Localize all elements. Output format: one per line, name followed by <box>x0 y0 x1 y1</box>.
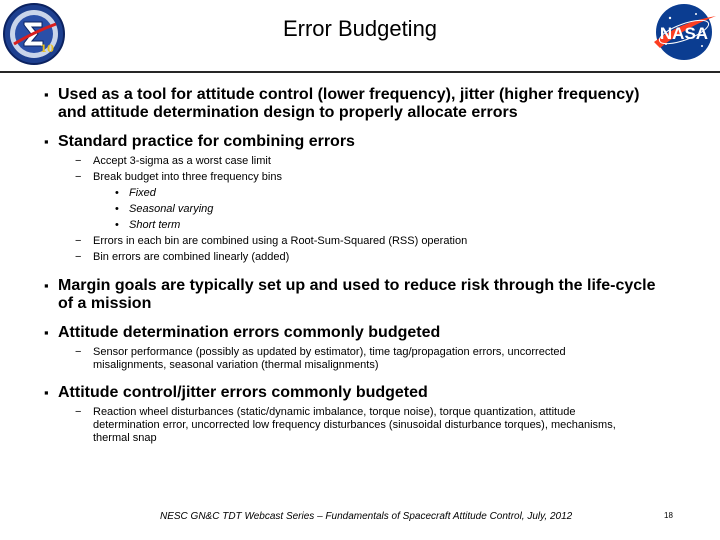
bullet-text: Attitude control/jitter errors commonly budgeted <box>58 384 428 401</box>
sub-bullet-item <box>44 235 664 248</box>
sub-sub-bullet-item <box>44 217 664 233</box>
sub-sub-bullet-item <box>44 201 664 217</box>
bullet-text: Margin goals are typically set up and used to reduce risk through the life-cycle of a mission <box>58 277 656 312</box>
sub-bullet-item <box>44 251 664 264</box>
bullet-square-icon: ▪ <box>44 278 49 293</box>
sub-sub-bullet-text: Short term <box>129 219 181 231</box>
sub-sub-bullet-item <box>44 185 664 201</box>
sub-sub-bullet-text: Fixed <box>129 187 156 199</box>
bullet-dot-icon: • <box>115 219 119 231</box>
sub-bullet-item <box>44 406 664 445</box>
bullet-square-icon: ▪ <box>44 325 49 340</box>
bullet-item <box>44 86 664 122</box>
bullet-text: Attitude determination errors commonly budgeted <box>58 324 441 341</box>
page-number: 18 <box>664 511 673 520</box>
dash-icon: − <box>75 346 82 358</box>
dash-icon: − <box>75 171 82 183</box>
bullet-square-icon: ▪ <box>44 134 49 149</box>
sub-bullet-text: Errors in each bin are combined using a Root-Sum-Squared (RSS) operation <box>93 235 468 247</box>
svg-text:10: 10 <box>40 44 54 55</box>
bullet-text: Standard practice for combining errors <box>58 133 355 150</box>
bullet-item <box>44 324 664 342</box>
dash-icon: − <box>75 406 82 418</box>
bullet-square-icon: ▪ <box>44 87 49 102</box>
sub-bullet-item <box>44 346 664 372</box>
slide-footer: NESC GN&C TDT Webcast Series – Fundamentals of Spacecraft Attitude Control, July, 2012 <box>160 511 573 522</box>
bullet-item <box>44 277 664 313</box>
dash-icon: − <box>75 251 82 263</box>
slide-content <box>44 86 664 445</box>
dash-icon: − <box>75 235 82 247</box>
bullet-square-icon: ▪ <box>44 385 49 400</box>
sub-bullet-text: Sensor performance (possibly as updated by estimator), time tag/propagation errors, uncorrected misalignments, seasonal variation (thermal misalignments) <box>93 346 566 371</box>
sub-bullet-text: Break budget into three frequency bins <box>93 171 282 183</box>
sub-bullet-text: Accept 3-sigma as a worst case limit <box>93 155 271 167</box>
sub-bullet-item <box>44 155 664 168</box>
dash-icon: − <box>75 155 82 167</box>
title-divider <box>0 71 720 73</box>
slide-title: Error Budgeting <box>282 16 438 41</box>
bullet-item <box>44 133 664 151</box>
svg-text:NASA: NASA <box>659 24 709 43</box>
sub-sub-bullet-text: Seasonal varying <box>129 203 214 215</box>
sub-bullet-text: Bin errors are combined linearly (added) <box>93 251 290 263</box>
bullet-item <box>44 384 664 402</box>
bullet-dot-icon: • <box>115 203 119 215</box>
bullet-dot-icon: • <box>115 187 119 199</box>
bullet-text: Used as a tool for attitude control (lower frequency), jitter (higher frequency) and attitude determination design to properly allocate errors <box>58 86 640 121</box>
sub-bullet-text: Reaction wheel disturbances (static/dynamic imbalance, torque noise), torque quantization, attitude determination error, uncorrected low frequency disturbances (sinusoidal disturbance torques), mechanisms, thermal snap <box>93 406 616 444</box>
sub-bullet-item <box>44 171 664 184</box>
